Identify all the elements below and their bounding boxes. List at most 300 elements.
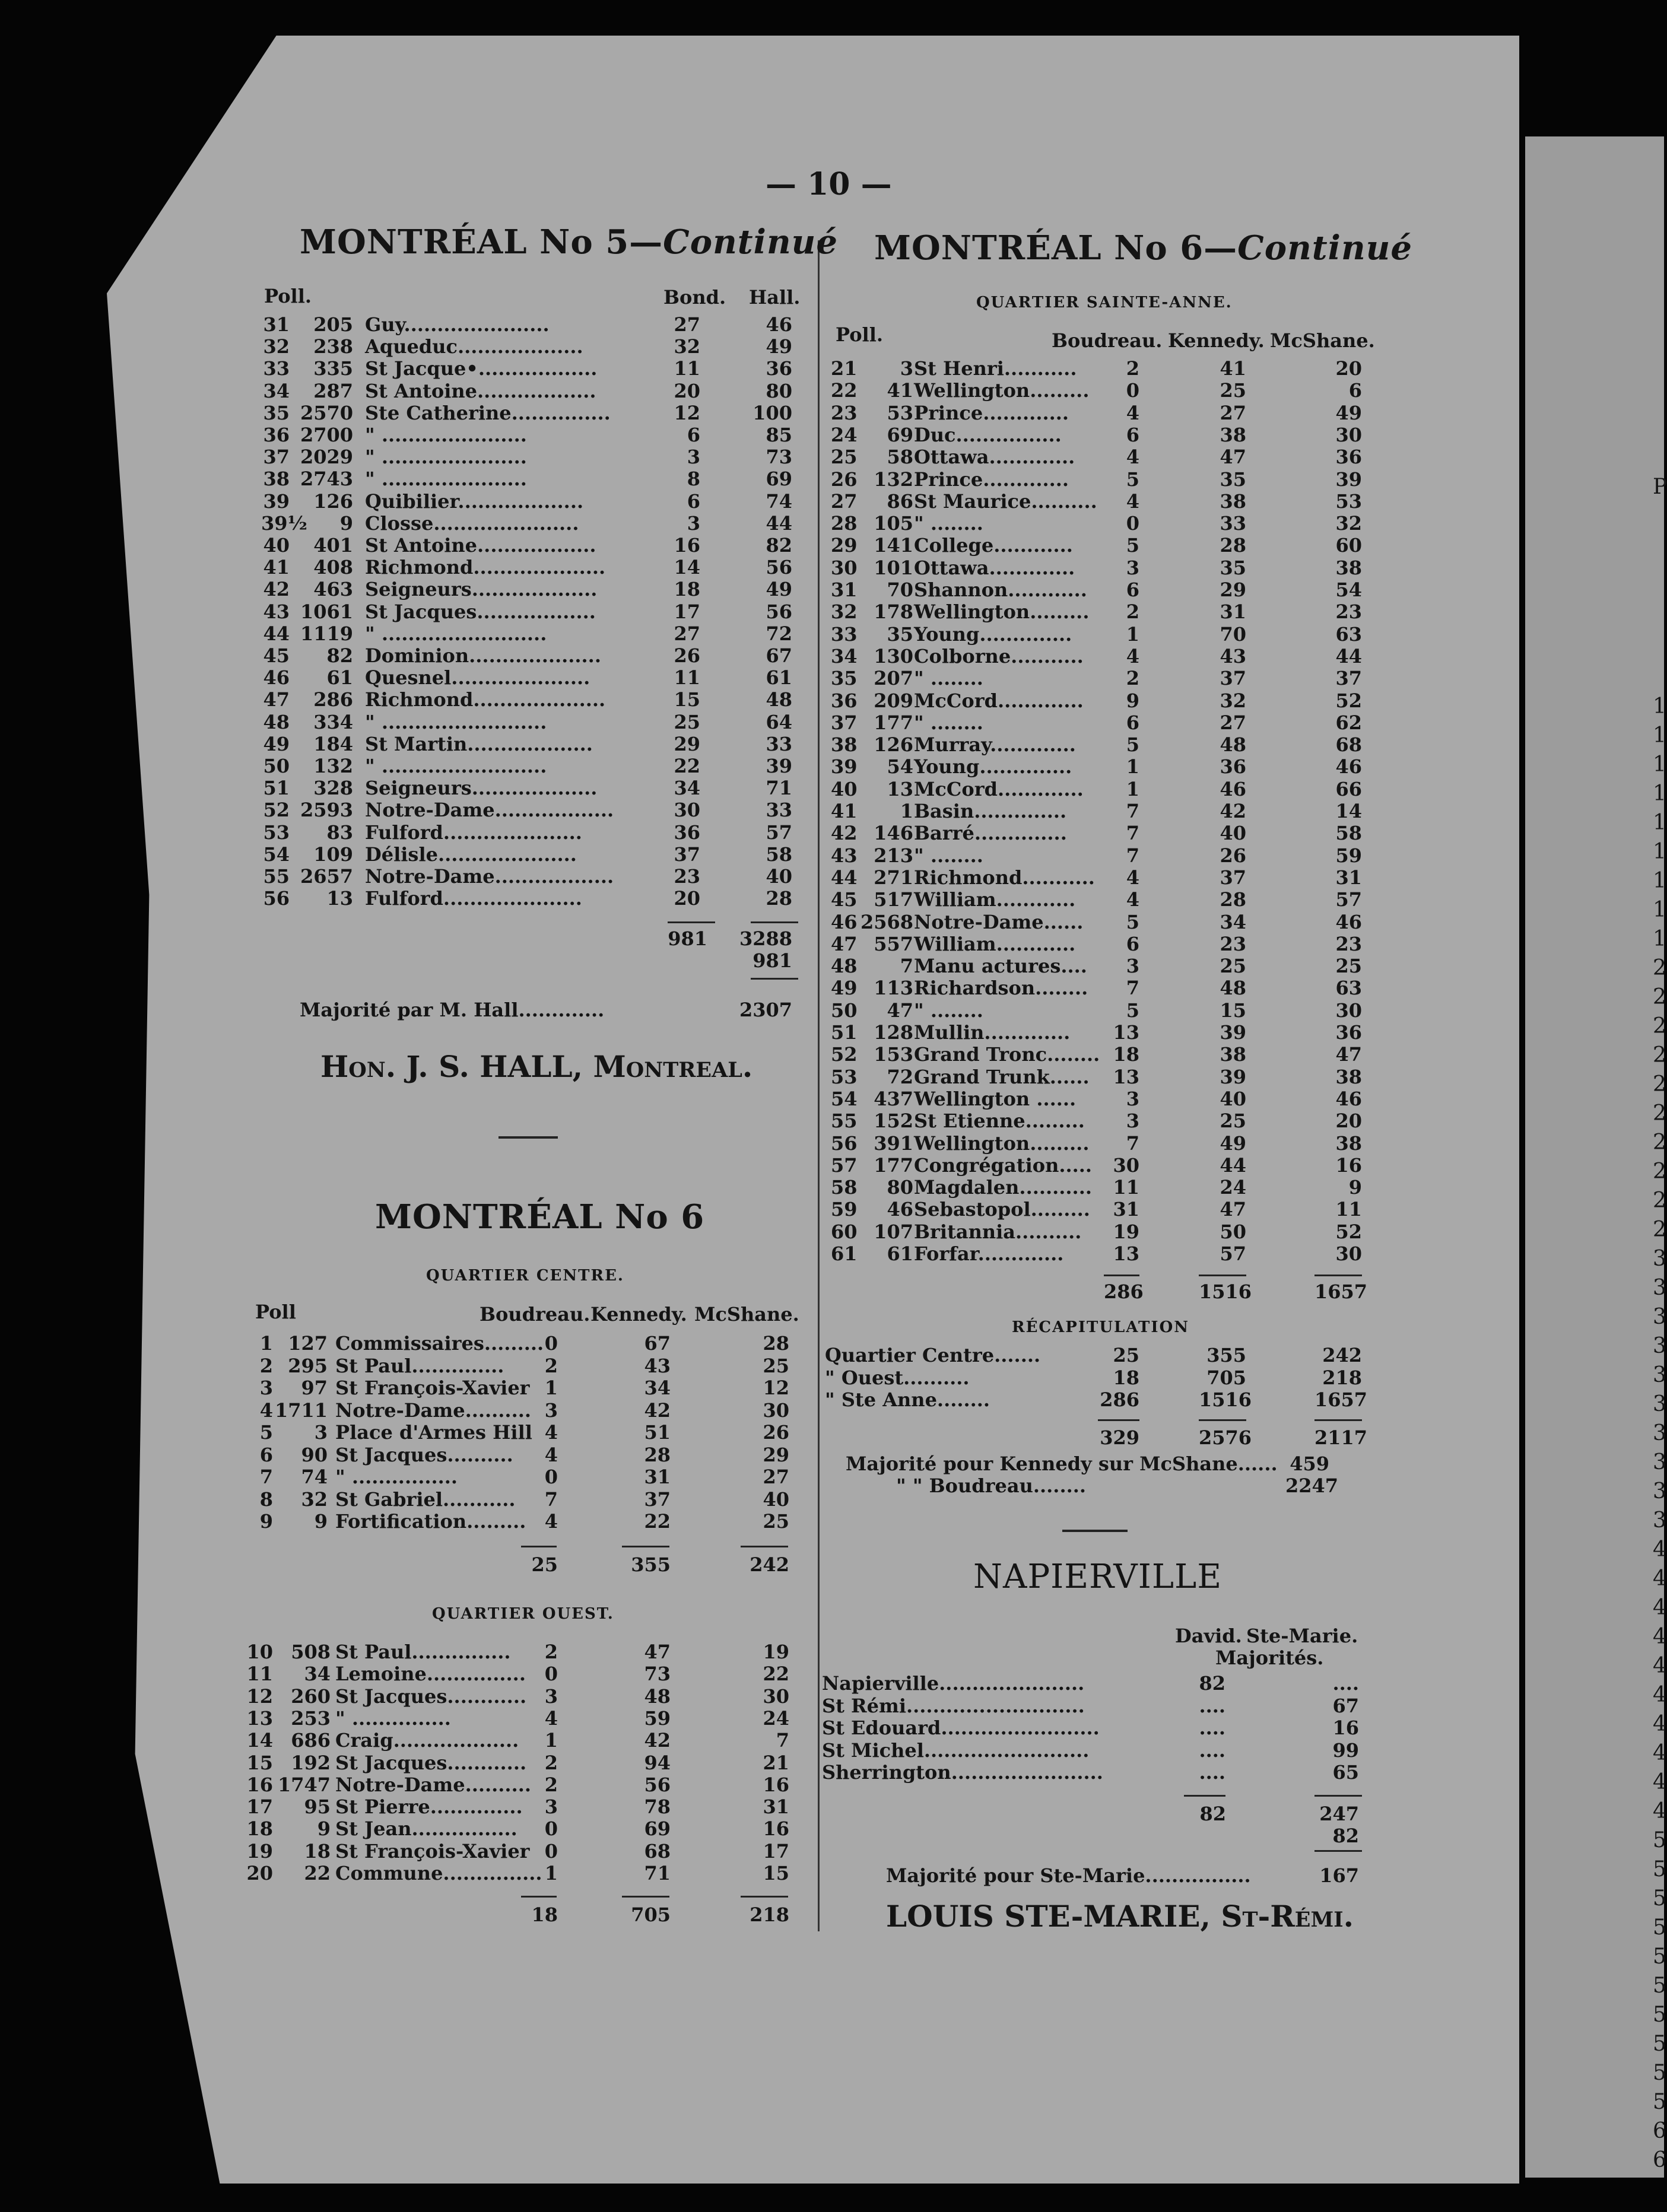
nap-table <box>822 1672 1374 1785</box>
m6-centre-poll: 7 <box>259 1466 273 1488</box>
m6c-mcshane: 23 <box>1335 600 1362 624</box>
m5-bond: 26 <box>674 644 700 667</box>
next-page-fragment: 6 <box>1653 2119 1666 2143</box>
m6c-num: 46 <box>887 1198 913 1221</box>
m6c-kennedy: 25 <box>1220 955 1246 978</box>
m6c-mcshane: 25 <box>1335 955 1362 978</box>
m6c-poll: 22 <box>831 379 858 402</box>
m6-centre-poll: 2 <box>259 1354 273 1377</box>
m6-centre-kennedy: 28 <box>644 1443 671 1466</box>
m6c-row <box>831 1043 1389 1065</box>
m6c-row <box>831 468 1389 490</box>
m5-title-italic: Continué <box>663 223 839 262</box>
m6c-num: 146 <box>874 822 913 845</box>
next-page-fragment: 2 <box>1653 1101 1666 1126</box>
m5-poll: 39½ <box>261 511 307 535</box>
m6c-boudreau: 5 <box>1126 999 1139 1022</box>
m6c-row <box>831 1132 1389 1154</box>
nap-stemarie: 99 <box>1332 1739 1359 1762</box>
nap-elected <box>886 1899 1354 1934</box>
m6-centre-rule-c <box>741 1546 788 1547</box>
m6c-kennedy: 47 <box>1220 446 1246 469</box>
next-page-fragment: 5 <box>1653 2032 1666 2056</box>
m6-centre-kennedy: 43 <box>644 1354 671 1377</box>
m6-ouest-row <box>246 1752 801 1774</box>
nap-row <box>822 1695 1374 1717</box>
m6-centre-boudreau: 0 <box>544 1332 558 1355</box>
nap-col-stemarie: Ste-Marie. <box>1246 1625 1358 1647</box>
m5-poll: 56 <box>263 887 290 910</box>
next-page-fragment: 4 <box>1653 1770 1666 1794</box>
m5-num: 109 <box>313 843 353 866</box>
m5-row <box>261 799 807 821</box>
m6-col-poll: Poll <box>255 1301 296 1323</box>
m6-centre-row <box>255 1466 801 1488</box>
m6-ouest-rule-a <box>521 1896 557 1898</box>
m5-num: 1119 <box>300 622 353 645</box>
m5-hall: 49 <box>766 578 792 601</box>
m6c-poll: 57 <box>831 1153 858 1177</box>
m6c-boudreau: 4 <box>1126 888 1139 911</box>
m6c-name: Prince............. <box>914 468 1069 491</box>
m6c-poll: 56 <box>831 1132 858 1155</box>
m6c-boudreau: 6 <box>1126 423 1139 446</box>
m5-bond: 12 <box>674 401 700 424</box>
nap-majority-rule <box>1314 1850 1362 1852</box>
m5-poll: 32 <box>263 335 290 358</box>
m6-centre-mcshane: 30 <box>763 1399 789 1422</box>
m6c-mcshane: 14 <box>1335 800 1362 822</box>
m6-centre-total: 25 <box>531 1553 558 1576</box>
m5-bond: 11 <box>674 357 700 380</box>
m5-poll: 49 <box>263 732 290 755</box>
recap-label: " Ouest.......... <box>825 1366 970 1389</box>
column-divider <box>818 240 820 1931</box>
next-page-fragment: 4 <box>1653 1625 1666 1649</box>
next-page-fragment: 3 <box>1653 1421 1666 1445</box>
nap-col-majorites: Majorités. <box>1215 1647 1324 1669</box>
nap-stemarie: .... <box>1332 1672 1359 1695</box>
m6c-name: William............ <box>914 888 1076 911</box>
m5-row <box>261 600 807 622</box>
m5-row <box>261 556 807 578</box>
m5-name: Dominion.................... <box>365 644 601 667</box>
m6-centre-mcshane: 12 <box>763 1377 789 1399</box>
m6-ouest-row <box>246 1641 801 1663</box>
m6-ouest-num: 253 <box>291 1706 331 1730</box>
m5-title-main: MONTRÉAL No 5— <box>300 223 663 262</box>
m5-poll: 50 <box>263 755 290 777</box>
m6-centre-name: St François-Xavier <box>335 1377 530 1399</box>
next-page-fragment: 5 <box>1653 1944 1666 1969</box>
recap-boudreau: 18 <box>1113 1366 1139 1389</box>
m5-name: " ......................... <box>365 622 547 645</box>
m6-ouest-kennedy: 78 <box>644 1795 671 1819</box>
m6-ouest-name: " ............... <box>335 1706 451 1730</box>
m5-elected <box>320 1049 752 1084</box>
m6c-boudreau: 2 <box>1126 600 1139 624</box>
m6-ouest-boudreau: 0 <box>544 1839 558 1863</box>
m6-centre-row <box>255 1488 801 1510</box>
nap-david: .... <box>1199 1739 1225 1762</box>
m5-poll: 55 <box>263 865 290 888</box>
m5-row <box>261 446 807 468</box>
m5-poll: 43 <box>263 600 290 623</box>
m5-name: St Jacque•.................. <box>365 357 598 380</box>
m6c-name: Notre-Dame...... <box>914 910 1084 933</box>
m5-num: 82 <box>326 644 353 667</box>
m5-elected-place: Montreal. <box>593 1049 753 1084</box>
m6c-boudreau: 0 <box>1126 512 1139 535</box>
m6c-num: 141 <box>874 534 913 557</box>
m5-hall: 80 <box>766 379 792 402</box>
m6c-mcshane: 36 <box>1335 446 1362 469</box>
m6c-kennedy: 39 <box>1220 1021 1246 1044</box>
m5-name: " ...................... <box>365 468 527 491</box>
nap-minus: 82 <box>1332 1825 1359 1847</box>
m5-bond: 37 <box>674 843 700 866</box>
m6-ouest-poll: 18 <box>246 1817 273 1841</box>
maj-boudreau-label: " " Boudreau........ <box>896 1474 1086 1497</box>
m6c-rule-b <box>1199 1275 1246 1276</box>
nap-name: Napierville...................... <box>822 1672 1085 1695</box>
recap-mcshane: 242 <box>1322 1344 1362 1366</box>
m6c-kennedy: 50 <box>1220 1220 1246 1243</box>
m6-col-boudreau: Boudreau. <box>480 1303 590 1326</box>
m6c-poll: 23 <box>831 401 858 424</box>
m6c-poll: 29 <box>831 534 858 557</box>
nap-name: Sherrington....................... <box>822 1761 1103 1784</box>
m6c-row <box>831 911 1389 933</box>
m5-name: Richmond.................... <box>365 556 606 579</box>
next-page-fragment: 1 <box>1653 927 1666 951</box>
m5-hall: 71 <box>766 777 792 800</box>
recap-boudreau: 25 <box>1113 1344 1139 1366</box>
m6c-title-italic: Continué <box>1237 228 1413 268</box>
m6-centre-mcshane: 28 <box>763 1332 789 1355</box>
m6-ouest-mcshane: 21 <box>763 1751 789 1774</box>
m6-ouest-total: 18 <box>531 1903 558 1926</box>
m6-ouest-row <box>246 1729 801 1751</box>
m6c-mcshane: 11 <box>1335 1198 1362 1221</box>
recap-kennedy: 705 <box>1206 1366 1246 1389</box>
m6c-name: Prince............. <box>914 401 1069 424</box>
m6c-kennedy: 38 <box>1220 423 1246 446</box>
m6c-num: 53 <box>887 401 913 424</box>
m5-poll: 31 <box>263 313 290 336</box>
m6c-name: " ........ <box>914 711 983 734</box>
m5-bond: 23 <box>674 865 700 888</box>
m6-ouest-num: 686 <box>291 1729 331 1752</box>
m6-ouest-boudreau: 1 <box>544 1729 558 1752</box>
m6c-mcshane: 44 <box>1335 644 1362 668</box>
m6c-kennedy: 25 <box>1220 1110 1246 1133</box>
m6c-num: 13 <box>887 777 913 800</box>
m5-bond: 11 <box>674 666 700 689</box>
m6-centre-row <box>255 1377 801 1399</box>
m6c-kennedy: 25 <box>1220 379 1246 402</box>
m6c-mcshane: 59 <box>1335 844 1362 867</box>
m6c-poll: 28 <box>831 512 858 535</box>
m6c-num: 58 <box>887 446 913 469</box>
m5-num: 126 <box>313 490 353 513</box>
m6-ouest-kennedy: 69 <box>644 1817 671 1841</box>
m5-row <box>261 490 807 512</box>
m6-centre-poll: 9 <box>259 1510 273 1533</box>
m6-centre-num: 32 <box>301 1488 328 1511</box>
nap-david: .... <box>1199 1717 1225 1739</box>
m6c-num: 7 <box>900 955 913 978</box>
m6c-mcshane: 47 <box>1335 1043 1362 1066</box>
m6c-boudreau: 4 <box>1126 401 1139 424</box>
m5-row <box>261 644 807 666</box>
m5-row <box>261 821 807 843</box>
m5-name: Notre-Dame.................. <box>365 865 614 888</box>
m6c-col-boudreau: Boudreau. <box>1052 329 1163 352</box>
m5-name: " ......................... <box>365 710 547 733</box>
m6-ouest-name: Commune............... <box>335 1862 542 1884</box>
m6c-num: 35 <box>887 622 913 646</box>
m6-centre-kennedy: 37 <box>644 1488 671 1511</box>
m6-centre-kennedy: 34 <box>644 1377 671 1399</box>
m5-num: 205 <box>313 313 353 336</box>
m6c-boudreau: 7 <box>1126 800 1139 822</box>
m5-hall: 40 <box>766 865 792 888</box>
m6c-row <box>831 357 1389 379</box>
m6c-mcshane: 49 <box>1335 401 1362 424</box>
m6c-num: 69 <box>887 423 913 446</box>
next-page-fragment: 4 <box>1653 1566 1666 1591</box>
m6-ouest-mcshane: 15 <box>763 1862 789 1884</box>
m6c-poll: 60 <box>831 1220 858 1243</box>
next-page-fragment: 3 <box>1653 1334 1666 1358</box>
m6c-kennedy: 43 <box>1220 644 1246 668</box>
m6c-poll: 41 <box>831 800 858 822</box>
m6-centre-mcshane: 40 <box>763 1488 789 1511</box>
m6c-boudreau: 7 <box>1126 844 1139 867</box>
m5-row <box>261 711 807 733</box>
m5-hall: 69 <box>766 468 792 491</box>
next-page-fragment: 5 <box>1653 2090 1666 2114</box>
m6-ouest-row <box>246 1663 801 1685</box>
m5-total-hall: 3288 <box>739 927 792 950</box>
m6-centre-poll: 5 <box>259 1421 273 1444</box>
m6-ouest-kennedy: 42 <box>644 1729 671 1752</box>
m5-row <box>261 313 807 335</box>
m6-centre-mcshane: 25 <box>763 1510 789 1533</box>
m6c-mcshane: 68 <box>1335 733 1362 757</box>
nap-row <box>822 1717 1374 1739</box>
recap-mcshane: 1657 <box>1314 1388 1368 1411</box>
m6c-poll: 44 <box>831 866 858 889</box>
m6c-name: Duc................ <box>914 423 1062 446</box>
m5-hall: 85 <box>766 424 792 446</box>
m5-hall: 46 <box>766 313 792 336</box>
m6c-num: 153 <box>874 1043 913 1066</box>
nap-row <box>822 1739 1374 1761</box>
m6c-row <box>831 866 1389 888</box>
recap-row <box>825 1344 1389 1366</box>
m6c-kennedy: 15 <box>1220 999 1246 1022</box>
m6c-mcshane: 57 <box>1335 888 1362 911</box>
m6c-boudreau: 1 <box>1126 777 1139 800</box>
recap-mcshane: 218 <box>1322 1366 1362 1389</box>
nap-rule-a <box>1184 1795 1225 1797</box>
next-page-fragment: 1 <box>1653 723 1666 748</box>
m6-ouest-poll: 13 <box>246 1706 273 1730</box>
m5-poll: 54 <box>263 843 290 866</box>
m6-ouest-row <box>246 1707 801 1729</box>
m6-centre-num: 74 <box>301 1466 328 1488</box>
recap-table <box>825 1344 1389 1415</box>
m5-bond: 6 <box>687 490 700 513</box>
m6c-boudreau: 1 <box>1126 622 1139 646</box>
m5-num: 184 <box>313 732 353 755</box>
m6c-boudreau: 4 <box>1126 866 1139 889</box>
m6c-boudreau: 7 <box>1126 822 1139 845</box>
m6c-row <box>831 933 1389 955</box>
next-page-fragment: 5 <box>1653 1828 1666 1852</box>
next-page-strip <box>1525 136 1667 2178</box>
m5-num: 2657 <box>300 865 353 888</box>
m6c-row <box>831 955 1389 977</box>
m5-name: " ...................... <box>365 424 527 446</box>
m6c-num: 101 <box>874 556 913 579</box>
m6c-boudreau: 6 <box>1126 579 1139 601</box>
m6-centre-boudreau: 2 <box>544 1354 558 1377</box>
m5-poll: 36 <box>263 424 290 446</box>
m6c-num: 105 <box>874 512 913 535</box>
m6c-row <box>831 600 1389 622</box>
m6c-name: McCord............. <box>914 777 1084 800</box>
m6c-boudreau: 4 <box>1126 446 1139 469</box>
m5-poll: 42 <box>263 578 290 601</box>
m5-col-bond: Bond. <box>663 286 726 309</box>
next-page-fragment: 1 <box>1653 752 1666 777</box>
m5-num: 287 <box>313 379 353 402</box>
m6c-boudreau: 3 <box>1126 1110 1139 1133</box>
m6c-num: 557 <box>874 932 913 955</box>
m6c-kennedy: 36 <box>1220 755 1246 778</box>
nap-col-david: David. <box>1175 1625 1242 1647</box>
m5-bond: 20 <box>674 887 700 910</box>
m5-majority-value: 2307 <box>739 999 792 1021</box>
m6c-num: 271 <box>874 866 913 889</box>
m6c-title-main: MONTRÉAL No 6— <box>874 228 1238 268</box>
m6c-kennedy: 46 <box>1220 777 1246 800</box>
nap-name: St Michel......................... <box>822 1739 1090 1762</box>
m6-centre-heading: QUARTIER CENTRE. <box>426 1267 624 1285</box>
maj-kennedy-label: Majorité pour Kennedy sur McShane...... <box>846 1453 1278 1475</box>
next-page-fragment: 5 <box>1653 1973 1666 1998</box>
m6-ouest-num: 1747 <box>277 1773 331 1796</box>
next-page-fragment: 5 <box>1653 2003 1666 2027</box>
next-page-fragment: 3 <box>1653 1363 1666 1387</box>
m6c-row <box>831 402 1389 424</box>
next-page-fragment: 5 <box>1653 1915 1666 1940</box>
m5-bond: 22 <box>674 755 700 777</box>
m5-hall: 33 <box>766 732 792 755</box>
m5-row <box>261 402 807 424</box>
m6c-mcshane: 62 <box>1335 711 1362 734</box>
m5-num: 2570 <box>300 401 353 424</box>
next-page-fragment: 5 <box>1653 1886 1666 1911</box>
m6c-row <box>831 1088 1389 1110</box>
next-page-fragment: 2 <box>1653 1043 1666 1067</box>
m6c-row <box>831 1154 1389 1176</box>
m6c-poll: 21 <box>831 357 858 380</box>
m6-centre-row <box>255 1399 801 1421</box>
m6c-poll: 30 <box>831 556 858 579</box>
recap-kennedy: 355 <box>1206 1344 1246 1366</box>
m6c-num: 126 <box>874 733 913 757</box>
recap-total: 329 <box>1100 1426 1139 1449</box>
m6-ouest-mcshane: 24 <box>763 1706 789 1730</box>
m6-ouest-kennedy: 48 <box>644 1685 671 1708</box>
m5-bond: 36 <box>674 821 700 844</box>
m6c-mcshane: 6 <box>1348 379 1362 402</box>
m6-ouest-num: 18 <box>304 1839 331 1863</box>
m6-ouest-num: 192 <box>291 1751 331 1774</box>
recap-rule-c <box>1314 1419 1362 1421</box>
m6c-poll: 37 <box>831 711 858 734</box>
m6c-kennedy: 37 <box>1220 667 1246 690</box>
m6-ouest-name: St Jean................ <box>335 1817 517 1841</box>
m6-centre-poll: 6 <box>259 1443 273 1466</box>
next-page-fragment: 4 <box>1653 1654 1666 1678</box>
m6c-poll: 53 <box>831 1065 858 1088</box>
m6-ouest-heading: QUARTIER OUEST. <box>432 1605 614 1623</box>
m6c-mcshane: 36 <box>1335 1021 1362 1044</box>
m6c-mcshane: 60 <box>1335 534 1362 557</box>
m5-majority-label: Majorité par M. Hall............. <box>300 999 605 1021</box>
m6c-boudreau: 5 <box>1126 534 1139 557</box>
m6-ouest-boudreau: 0 <box>544 1817 558 1841</box>
m6-centre-total: 242 <box>750 1553 789 1576</box>
m6-ouest-num: 22 <box>304 1862 331 1884</box>
m6c-boudreau: 7 <box>1126 1132 1139 1155</box>
m6-centre-row <box>255 1355 801 1377</box>
m6c-boudreau: 5 <box>1126 468 1139 491</box>
m5-bond: 6 <box>687 424 700 446</box>
m5-num: 2593 <box>300 799 353 822</box>
next-page-fragment: 3 <box>1653 1450 1666 1474</box>
recap-row <box>825 1388 1389 1410</box>
m6c-boudreau: 4 <box>1126 490 1139 513</box>
m6-centre-poll: 8 <box>259 1488 273 1511</box>
m6c-name: St Maurice.......... <box>914 490 1097 513</box>
m5-name: Seigneurs................... <box>365 777 598 800</box>
m6c-row <box>831 424 1389 446</box>
m6-centre-rule-b <box>622 1546 669 1547</box>
m6c-mcshane: 63 <box>1335 622 1362 646</box>
m6c-rule-c <box>1314 1275 1362 1276</box>
m5-num: 335 <box>313 357 353 380</box>
m6c-mcshane: 23 <box>1335 932 1362 955</box>
m5-col-hall: Hall. <box>749 286 801 309</box>
m5-poll: 39 <box>263 490 290 513</box>
m6-ouest-mcshane: 16 <box>763 1773 789 1796</box>
next-page-fragment: 4 <box>1653 1537 1666 1562</box>
nap-total-david: 82 <box>1199 1803 1226 1825</box>
m5-row <box>261 688 807 710</box>
m6c-kennedy: 35 <box>1220 468 1246 491</box>
m6c-mcshane: 30 <box>1335 423 1362 446</box>
nap-row <box>822 1672 1374 1694</box>
m6c-mcshane: 54 <box>1335 579 1362 601</box>
nap-david: .... <box>1199 1694 1225 1717</box>
next-page-fragment: 3 <box>1653 1247 1666 1271</box>
